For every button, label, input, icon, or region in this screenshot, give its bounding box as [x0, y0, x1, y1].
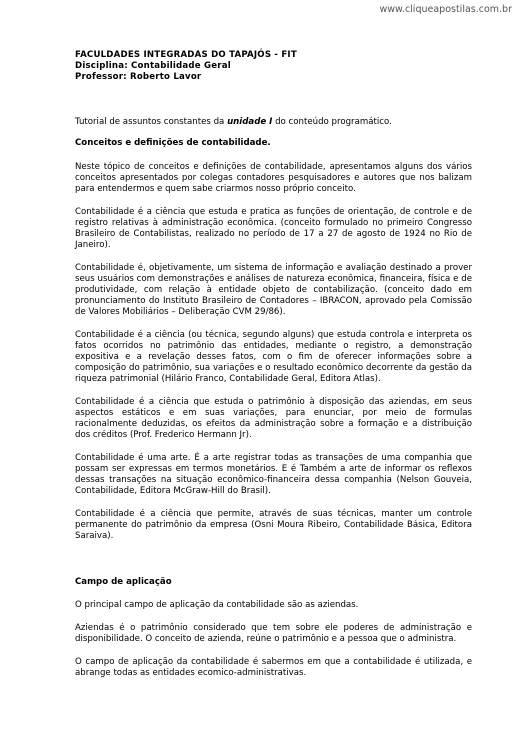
intro-paragraph	[75, 117, 472, 128]
section1-paragraph-1: Neste tópico de conceitos e definições de contabilidade, apresentamos alguns dos vários conceitos apresentados por colegas contadores pesquisadores e autores que nos balizam para entendermos e quem sabe criarmos nosso próprio conceito.	[75, 162, 472, 194]
section1-paragraph-3: Contabilidade é, objetivamente, um sistema de informação e avaliação destinado a prover seus usuários com demonstrações e análises de natureza econômica, financeira, física e de produtividade, com relação à entidade objeto de contabilização. (conceito dado em pronunciamento do Instituto Brasileiro de Contadores – IBRACON, aprovado pela Comissão de Valores Mobiliários – Deliberação CVM 29/86).	[75, 263, 472, 317]
document-body	[75, 50, 472, 679]
institution-name: FACULDADES INTEGRADAS DO TAPAJÓS - FIT	[75, 50, 297, 60]
watermark-url: www.cliqueapostilas.com.br	[379, 4, 512, 15]
intro-emphasis: unidade I	[227, 117, 273, 127]
section1-paragraph-7: Contabilidade é a ciência que permite, através de suas técnicas, manter um controle permanente do patrimônio da empresa (Osni Moura Ribeiro, Contabilidade Básica, Editora Saraiva).	[75, 509, 472, 541]
section2-paragraph-1: O principal campo de aplicação da contabilidade são as aziendas.	[75, 600, 359, 610]
intro-text-after: do conteúdo programático.	[272, 117, 392, 127]
section1-paragraph-4: Contabilidade é a ciência (ou técnica, segundo alguns) que estuda controla e interpreta os fatos ocorridos no patrimônio das entidades, mediante o registro, a demonstração expositiva e a revelação desses fatos, com o fim de oferecer informações sobre a composição do patrimônio, sua variações e o resultado econômico decorrente da gestão da riqueza patrimonial (Hilário Franco, Contabilidade Geral, Editora Atlas).	[75, 330, 472, 384]
section1-title: Conceitos e definições de contabilidade.	[75, 138, 271, 148]
section1-paragraph-5: Contabilidade é a ciência que estuda o patrimônio à disposição das aziendas, em seus aspectos estáticos e em suas variações, para enunciar, por meio de formulas racionalmente deduzidas, os efeitos da administração sobre a formação e a distribuição dos créditos (Prof. Frederico Hermann Jr).	[75, 397, 472, 440]
section2-title: Campo de aplicação	[75, 577, 172, 587]
discipline-line: Disciplina: Contabilidade Geral	[75, 61, 231, 71]
document-header	[75, 50, 472, 83]
intro-text-before: Tutorial de assuntos constantes da	[75, 117, 228, 127]
professor-line: Professor: Roberto Lavor	[75, 72, 202, 82]
section1-paragraph-2: Contabilidade é a ciência que estuda e pratica as funções de orientação, de controle e de registro relativas à administração econômica. (conceito formulado no primeiro Congresso Brasileiro de Contabilistas, realizado no período de 17 a 27 de agosto de 1924 no Rio de Janeiro).	[75, 207, 472, 250]
section1-paragraph-6: Contabilidade é uma arte. É a arte registrar todas as transações de uma companhia que possam ser expressas em termos monetários. E é Também a arte de informar os reflexos dessas transações na situação econômico-financeira dessa companhia (Nelson Gouveia, Contabilidade, Editora McGraw-Hill do Brasil).	[75, 453, 472, 496]
section2-paragraph-2: Aziendas é o patrimônio considerado que tem sobre ele poderes de administração e disponibilidade. O conceito de azienda, reúne o patrimônio e a pessoa que o administra.	[75, 623, 472, 644]
section2-paragraph-3: O campo de aplicação da contabilidade é sabermos em que a contabilidade é utilizada, e abrange todas as entidades ecomico-administrativas.	[75, 657, 472, 678]
